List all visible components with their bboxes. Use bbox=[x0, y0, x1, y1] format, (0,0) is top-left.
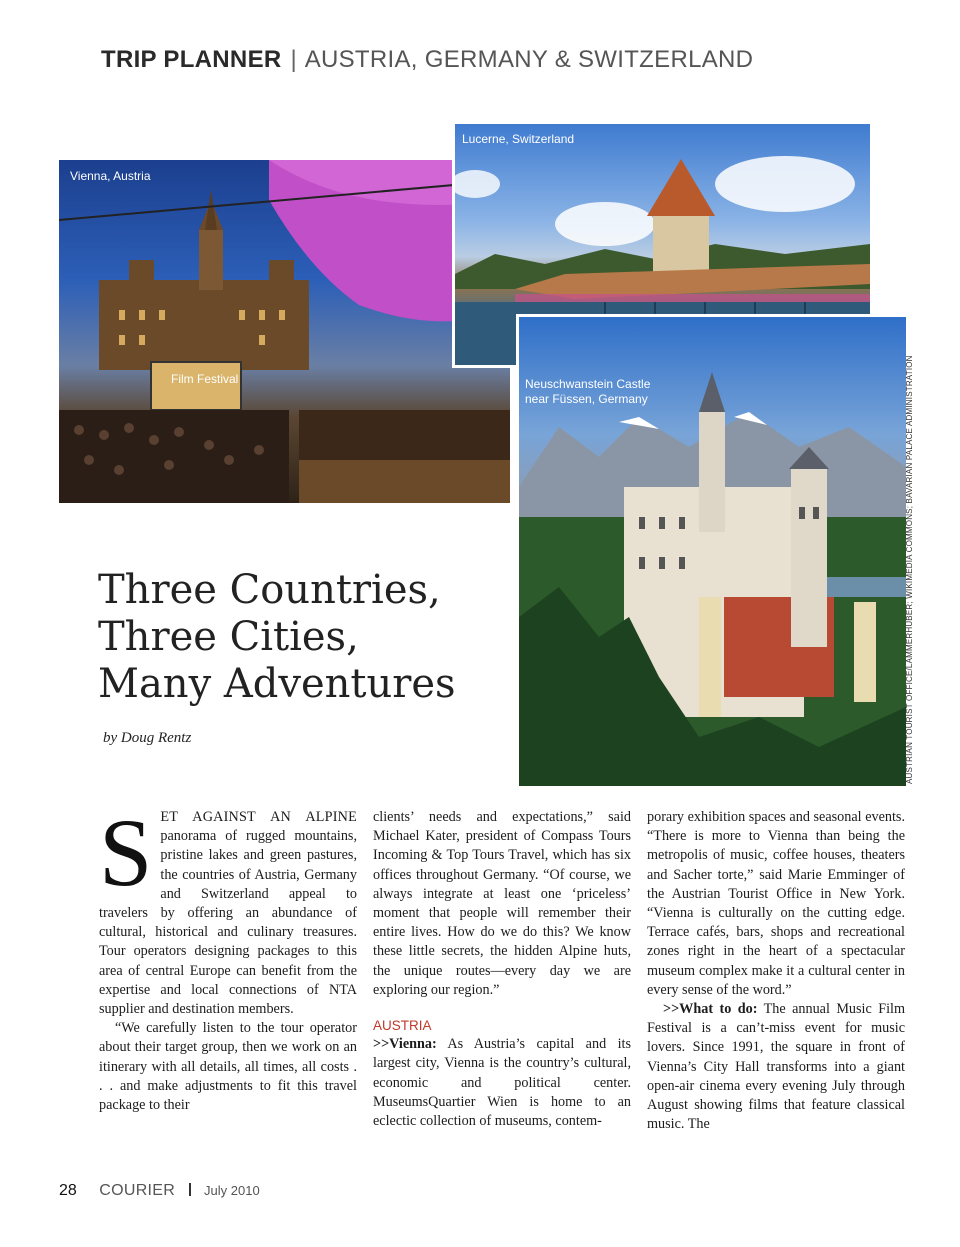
neuschwanstein-caption-line1: Neuschwanstein Castle bbox=[525, 377, 651, 391]
intro-small-caps: ET AGAINST AN ALPINE bbox=[160, 809, 357, 825]
paragraph-kater: clients’ needs and expectations,” said Michael Kater, president of Compass Tours Incoming & Top Tours Travel, which has six offices throughout Germany. “Of course, we always integrate at least one ‘priceless’ moment that people will remember their entire lives. How do we do this? We know these little secrets, the hidden Alpine huts, the unique routes—every day we are exploring our region.” bbox=[373, 809, 631, 998]
page-number: 28 bbox=[59, 1182, 77, 1199]
section-heading-austria: AUSTRIA bbox=[373, 1018, 432, 1034]
paragraph-quote: “We carefully listen to the tour operator about their target group, then we work on an itinerary with all details, all times, all costs . . . and make adjustments to fit this travel package to their bbox=[99, 1020, 357, 1114]
neuschwanstein-photo bbox=[516, 314, 906, 786]
vienna-photo bbox=[59, 160, 510, 503]
footer-divider bbox=[189, 1183, 191, 1196]
section-label: TRIP PLANNER bbox=[101, 46, 282, 73]
neuschwanstein-caption-line2: near Füssen, Germany bbox=[525, 392, 648, 406]
what-to-do-lead: >>What to do: bbox=[663, 1001, 758, 1018]
title-line-3: Many Adventures bbox=[98, 661, 456, 707]
running-header bbox=[101, 46, 753, 74]
header-subtitle: AUSTRIA, GERMANY & SWITZERLAND bbox=[304, 46, 754, 73]
header-separator: | bbox=[290, 46, 298, 73]
drop-cap: S bbox=[99, 799, 153, 906]
column-2 bbox=[373, 808, 631, 1131]
what-to-do-text: The annual Music Film Festival is a can’t-miss event for music lovers. Since 1991, the square in front of Vienna’s City Hall transforms into a giant open-air cinema every evening July through August showing films that feature classical music. The bbox=[647, 1001, 906, 1133]
paragraph-vienna bbox=[373, 1035, 631, 1131]
vienna-text: As Austria’s capital and its largest city, Vienna is the country’s cultural, economic and political center. MuseumsQuartier Wien is home to an eclectic collection of museums, contem- bbox=[373, 1036, 632, 1130]
byline: by Doug Rentz bbox=[103, 730, 192, 746]
paragraph-intro bbox=[99, 799, 357, 1019]
intro-text: panorama of rugged mountains, pristine lakes and green pastures, the countries of Austria, Germany and Switzerland appeal to travelers by offering an abundance of cultural, historical and culinary treasures. Tour operators designing packages to this area of central Europe can benefit from the expertise and local connections of NTA supplier and destination members. bbox=[99, 828, 357, 1018]
vienna-caption: Vienna, Austria bbox=[70, 169, 151, 183]
page-footer bbox=[59, 1182, 260, 1200]
paragraph-what-to-do bbox=[647, 1000, 905, 1134]
paragraph-emminger: porary exhibition spaces and seasonal events. “There is more to Vienna than being the metropolis of music, coffee houses, theaters and Sacher torte,” said Marie Emminger of the Austrian Tourist Office in New York. “Vienna is culturally on the cutting edge. Terrace cafés, bars, shops and recreational zones right in the heart of a spectacular museum complex make it a cultural center in every sense of the word.” bbox=[647, 809, 905, 998]
column-1 bbox=[99, 799, 357, 1115]
vienna-illustration bbox=[59, 160, 510, 503]
film-festival-screen-text: Film Festival bbox=[171, 372, 239, 386]
column-3 bbox=[647, 808, 905, 1134]
issue-date: July 2010 bbox=[204, 1183, 260, 1198]
photo-credit: AUSTRIAN TOURIST OFFICE/LAMMERHUBER; WIKIMEDIA COMMONS; BAVARIAN PALACE ADMINISTRATION bbox=[905, 355, 914, 784]
title-line-2: Three Cities, bbox=[98, 614, 359, 660]
lucerne-caption: Lucerne, Switzerland bbox=[462, 132, 575, 146]
publication-name: COURIER bbox=[99, 1182, 176, 1199]
vienna-lead: >>Vienna: bbox=[373, 1036, 437, 1053]
article-title bbox=[98, 567, 456, 708]
title-line-1: Three Countries, bbox=[98, 567, 441, 613]
